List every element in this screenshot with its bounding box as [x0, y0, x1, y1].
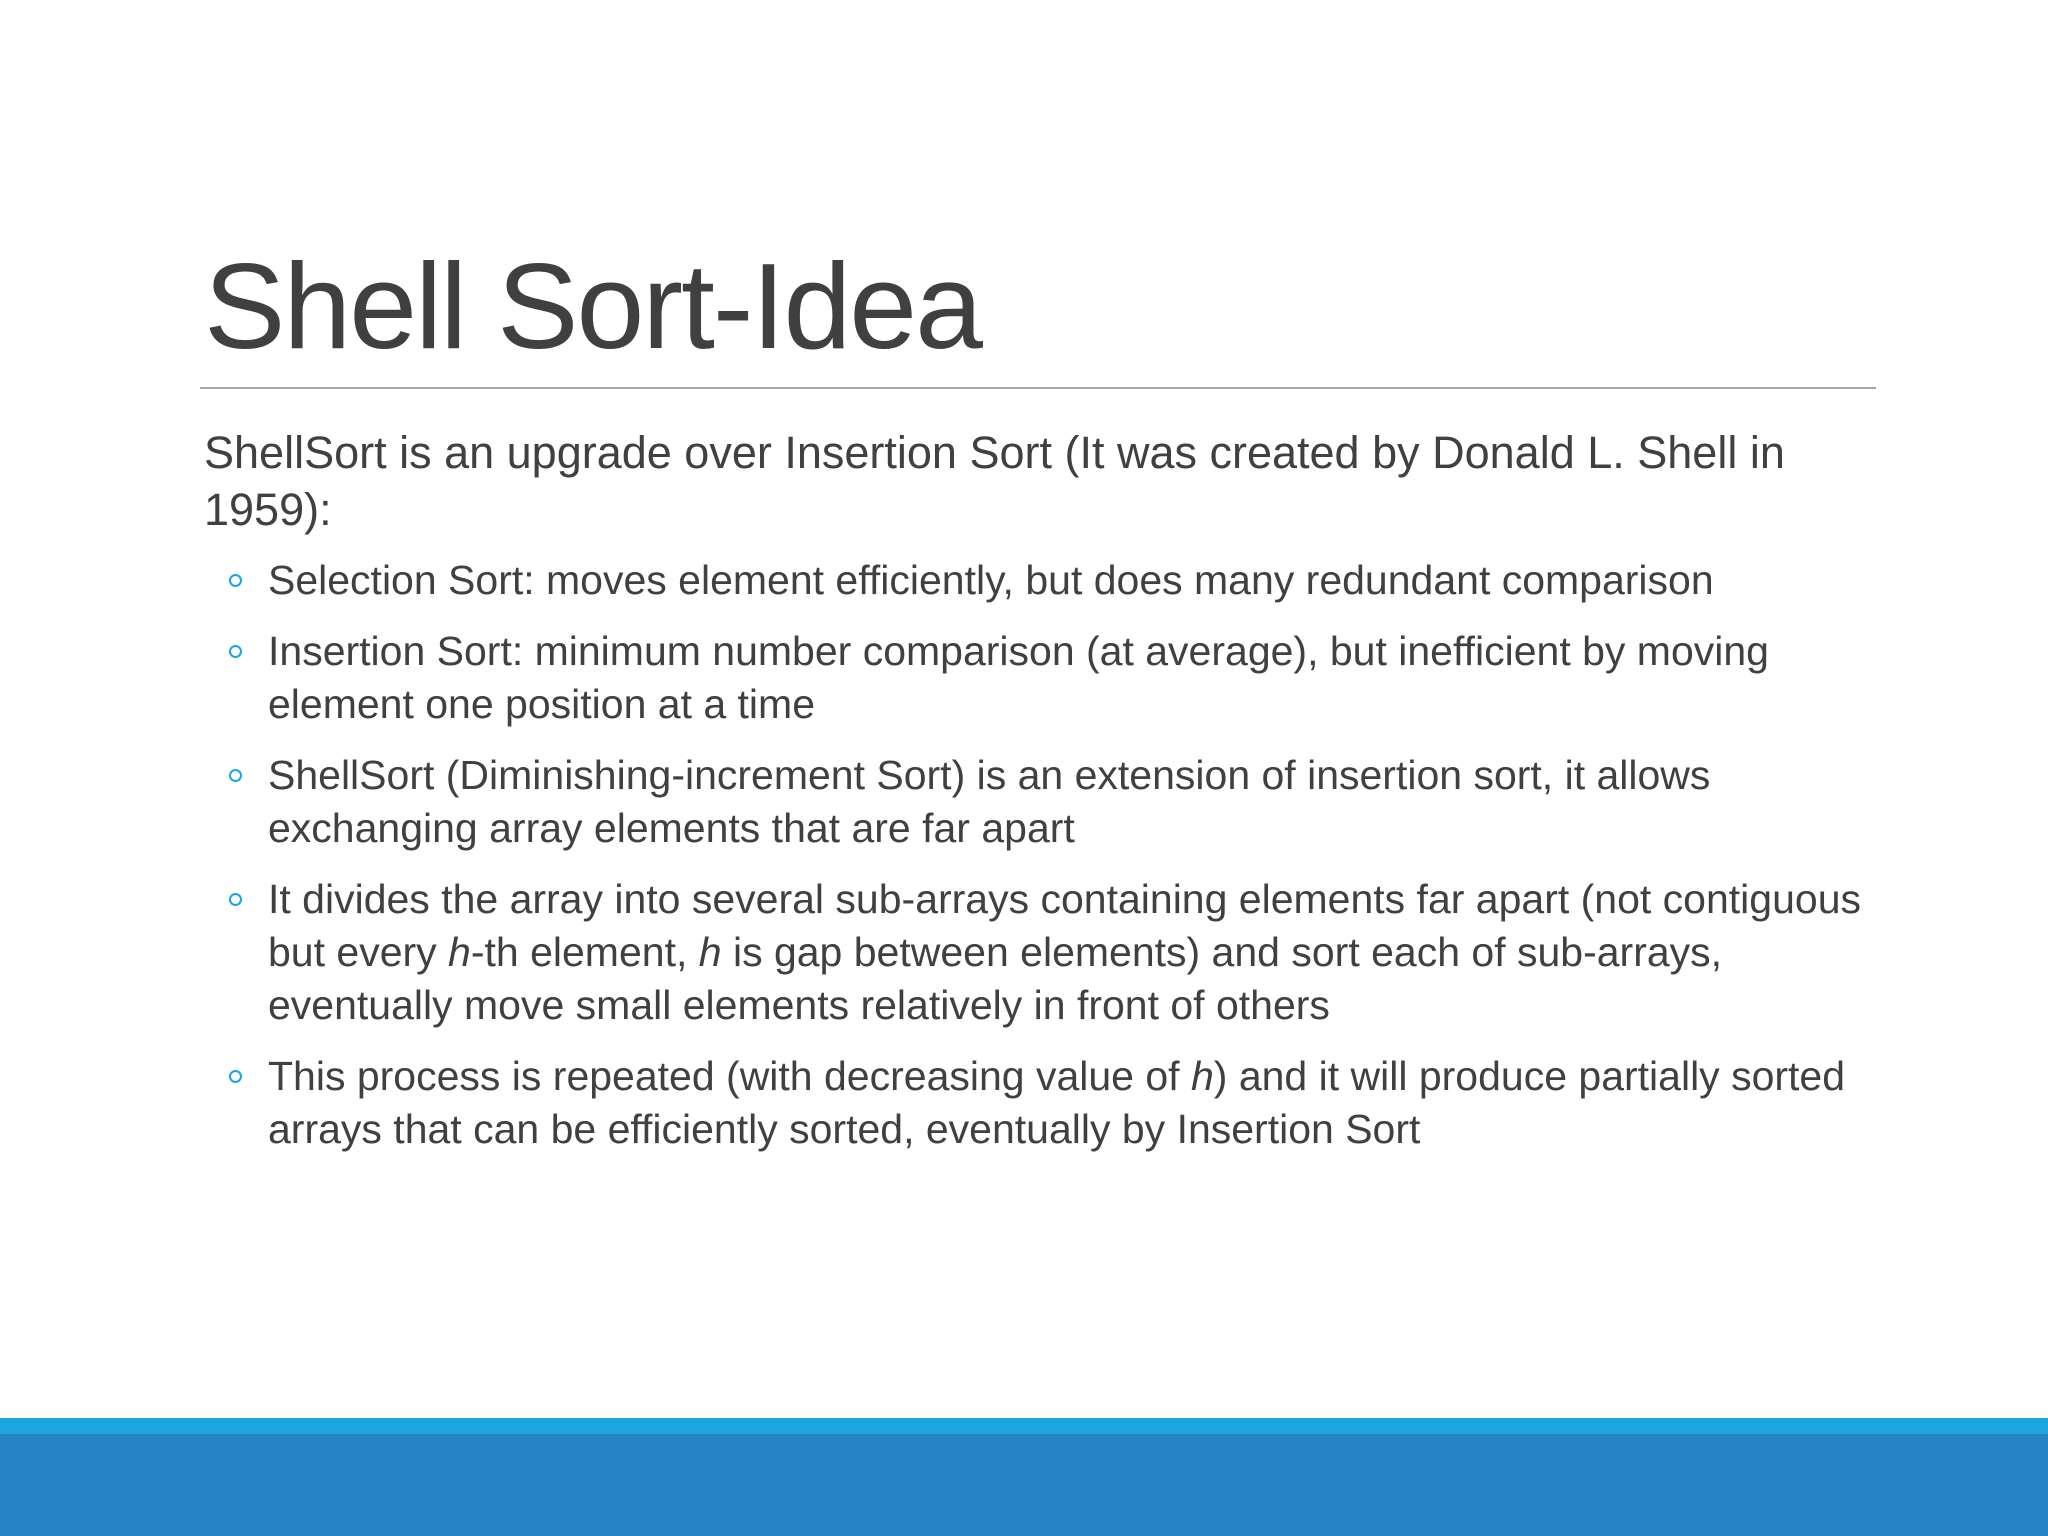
footer-accent-stripe: [0, 1418, 2048, 1434]
bullet-text: [268, 752, 1710, 851]
bullet-item: [204, 873, 1880, 1032]
slide-title: Shell Sort-Idea: [204, 238, 981, 374]
bullet-item: [204, 554, 1880, 607]
bullet-list: [204, 554, 1880, 1156]
bullet-text-segment: Selection Sort: moves element efficiently, but does many redundant comparison: [268, 557, 1714, 603]
bullet-text-segment: ) and it will produce partially sorted arrays that can be efficiently sorted, eventually by Insertion Sort: [268, 1053, 1846, 1152]
intro-paragraph: ShellSort is an upgrade over Insertion Sort (It was created by Donald L. Shell in 1959):: [204, 427, 1785, 535]
bullet-text-segment: is gap between elements) and sort each of sub-arrays, eventually move small elements relatively in front of others: [268, 929, 1723, 1028]
bullet-text: [268, 628, 1769, 727]
hollow-circle-icon: [229, 645, 242, 658]
hollow-circle-icon: [229, 769, 242, 782]
italic-variable: h: [448, 929, 471, 975]
title-divider: [200, 387, 1876, 389]
bullet-item: [204, 625, 1880, 731]
hollow-circle-icon: [229, 1070, 242, 1083]
bullet-text-segment: ShellSort (Diminishing-increment Sort) is an extension of insertion sort, it allows exchanging array elements that are far apart: [268, 752, 1711, 851]
bullet-text: [268, 1053, 1845, 1152]
bullet-item: [204, 749, 1880, 855]
italic-variable: h: [1190, 1053, 1214, 1099]
hollow-circle-icon: [229, 893, 242, 906]
bullet-text-segment: This process is repeated (with decreasing value of: [268, 1053, 1191, 1099]
bullet-item: [204, 1050, 1880, 1156]
hollow-circle-icon: [229, 574, 242, 587]
footer-bar: [0, 1434, 2048, 1536]
bullet-text: [268, 557, 1714, 603]
slide-body: [204, 424, 1880, 1174]
bullet-text-segment: Insertion Sort: minimum number comparison (at average), but inefficient by moving element one position at a time: [268, 628, 1769, 727]
bullet-text: [268, 876, 1861, 1028]
italic-variable: h: [698, 929, 722, 975]
bullet-text-segment: -th element,: [470, 929, 699, 975]
bullet-text-segment: It divides the array into several sub-arrays containing elements far apart (not contiguous but every: [268, 876, 1861, 975]
